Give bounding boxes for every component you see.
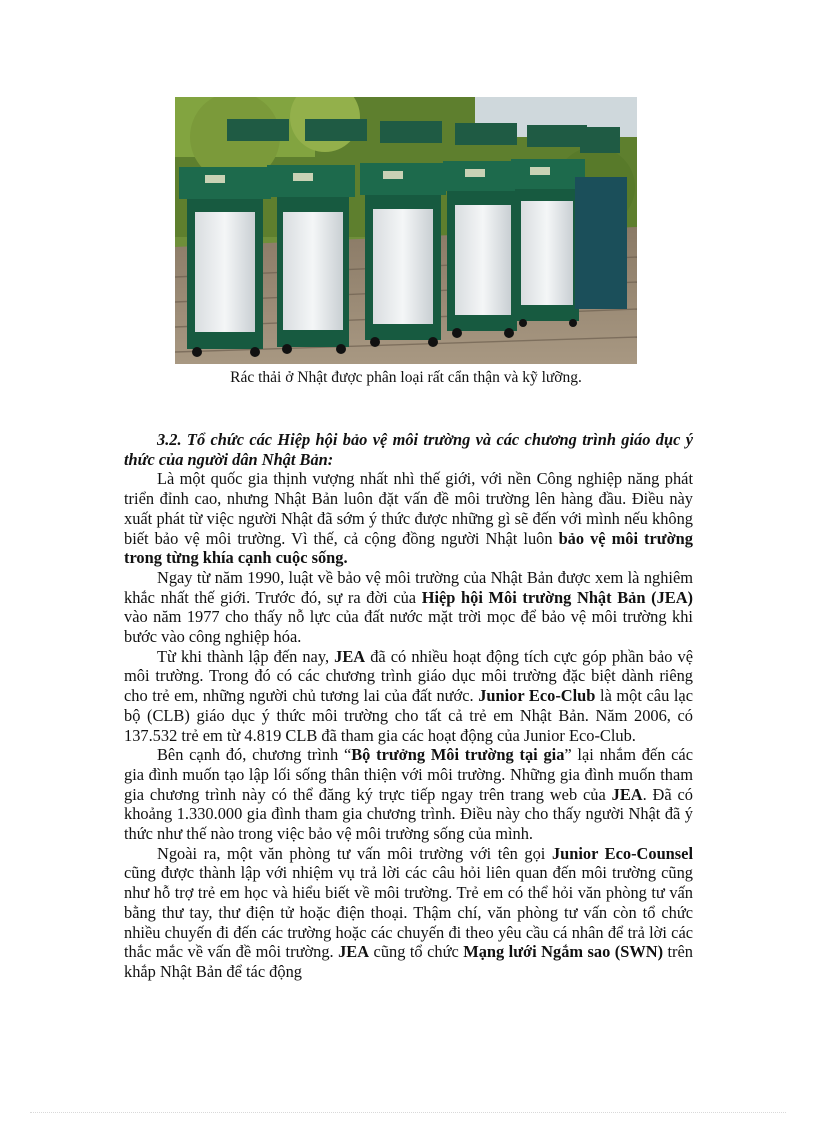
paragraph-1: Là một quốc gia thịnh vượng nhất nhì thế giới, với nền Công nghiệp năng phát triển đỉnh cao, nhưng Nhật Bản luôn đặt vấn đề môi trường lên hàng đầu. Điều này xuất phát từ việc người Nhật đã sớm ý thức được những gì sẽ đến với mình nếu không biết bảo vệ môi trường. Vì thế, cả cộng đồng người Nhật luôn bảo vệ môi trường trong từng khía cạnh cuộc sống. bbox=[124, 469, 693, 568]
recycling-bins-illustration bbox=[175, 97, 637, 364]
page-bottom-dotted-rule bbox=[30, 1112, 786, 1113]
section-heading: 3.2. Tổ chức các Hiệp hội bảo vệ môi trường và các chương trình giáo dục ý thức của người dân Nhật Bản: bbox=[124, 430, 693, 469]
figure-caption: Rác thải ở Nhật được phân loại rất cẩn thận và kỹ lưỡng. bbox=[230, 369, 582, 386]
recycling-bins-photo bbox=[175, 97, 637, 364]
section-body bbox=[124, 430, 693, 982]
paragraph-3: Từ khi thành lập đến nay, JEA đã có nhiều hoạt động tích cực góp phần bảo vệ môi trường. Trong đó có các chương trình giáo dục môi trường đặc biệt dành riêng cho trẻ em, những người chủ tương lai của đất nước. Junior Eco-Club là một câu lạc bộ (CLB) giáo dục ý thức môi trường cho tất cả trẻ em Nhật Bản. Năm 2006, có 137.532 trẻ em từ 4.819 CLB đã tham gia các hoạt động của Junior Eco-Club. bbox=[124, 646, 693, 745]
paragraph-2: Ngay từ năm 1990, luật về bảo vệ môi trường của Nhật Bản được xem là nghiêm khắc nhất thế giới. Trước đó, sự ra đời của Hiệp hội Môi trường Nhật Bản (JEA) vào năm 1977 cho thấy nỗ lực của đất nước mặt trời mọc để bảo vệ môi trường khi bước vào công nghiệp hóa. bbox=[124, 567, 693, 647]
paragraph-4: Bên cạnh đó, chương trình “Bộ trưởng Môi trường tại gia” lại nhắm đến các gia đình muốn tạo lập lối sống thân thiện với môi trường. Những gia đình muốn tham gia chương trình này có thể đăng ký trực tiếp ngay trên trang web của JEA. Đã có khoảng 1.330.000 gia đình tham gia chương trình. Điều này cho thấy người Nhật đã ý thức như thế nào trong việc bảo vệ môi trường sống của mình. bbox=[124, 745, 694, 844]
paragraph-5: Ngoài ra, một văn phòng tư vấn môi trường với tên gọi Junior Eco-Counsel cũng được thành lập với nhiệm vụ trả lời các câu hỏi liên quan đến môi trường cũng như hỗ trợ trẻ em học và hiểu biết về môi trường. Trẻ em có thể hỏi văn phòng tư vấn bằng thư tay, thư điện tử hoặc điện thoại. Thậm chí, văn phòng tư vấn còn tổ chức nhiều chuyến đi đến các trường hoặc các chuyến đi theo yêu cầu cá nhân để trả lời các thắc mắc về vấn đề môi trường. JEA cũng tổ chức Mạng lưới Ngắm sao (SWN) trên khắp Nhật Bản để tác động bbox=[124, 843, 694, 981]
